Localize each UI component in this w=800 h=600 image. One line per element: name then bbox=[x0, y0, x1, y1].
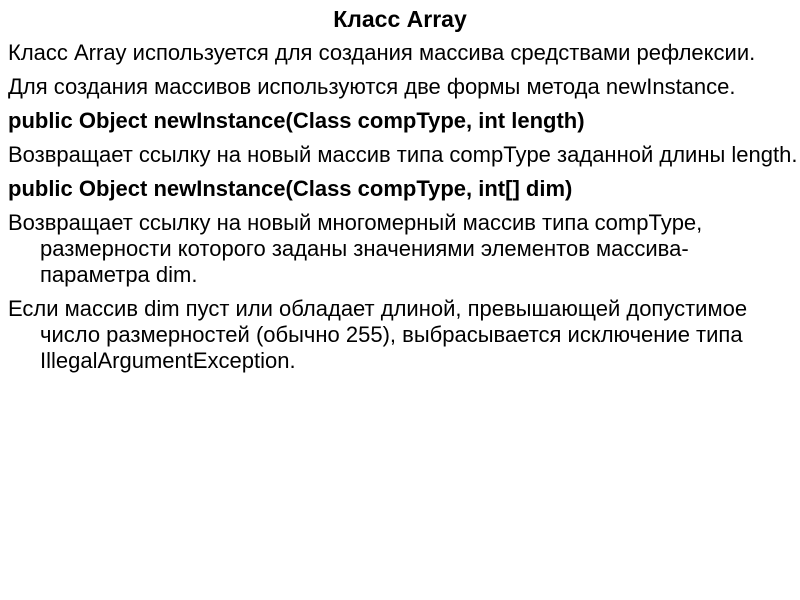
paragraph-new-instance-forms: Для создания массивов используются две формы метода newInstance. bbox=[8, 74, 736, 99]
method-signature-dim: public Object newInstance(Class compType, int[] dim) bbox=[8, 176, 573, 201]
slide-title: Класс Array bbox=[333, 6, 467, 32]
paragraph-dim-description: Возвращает ссылку на новый многомерный массив типа compType, размерности которого заданы значениями элементов массива-параметра dim. bbox=[8, 210, 703, 287]
paragraph-array-intro: Класс Array используется для создания массива средствами рефлексии. bbox=[8, 40, 756, 65]
slide-body bbox=[8, 40, 798, 382]
paragraph-exception-note: Если массив dim пуст или обладает длиной, превышающей допустимое число размерностей (обычно 255), выбрасывается исключение типа IllegalArgumentException. bbox=[8, 296, 748, 373]
method-signature-length: public Object newInstance(Class compType, int length) bbox=[8, 108, 585, 133]
paragraph-length-description: Возвращает ссылку на новый массив типа compType заданной длины length. bbox=[8, 142, 798, 167]
